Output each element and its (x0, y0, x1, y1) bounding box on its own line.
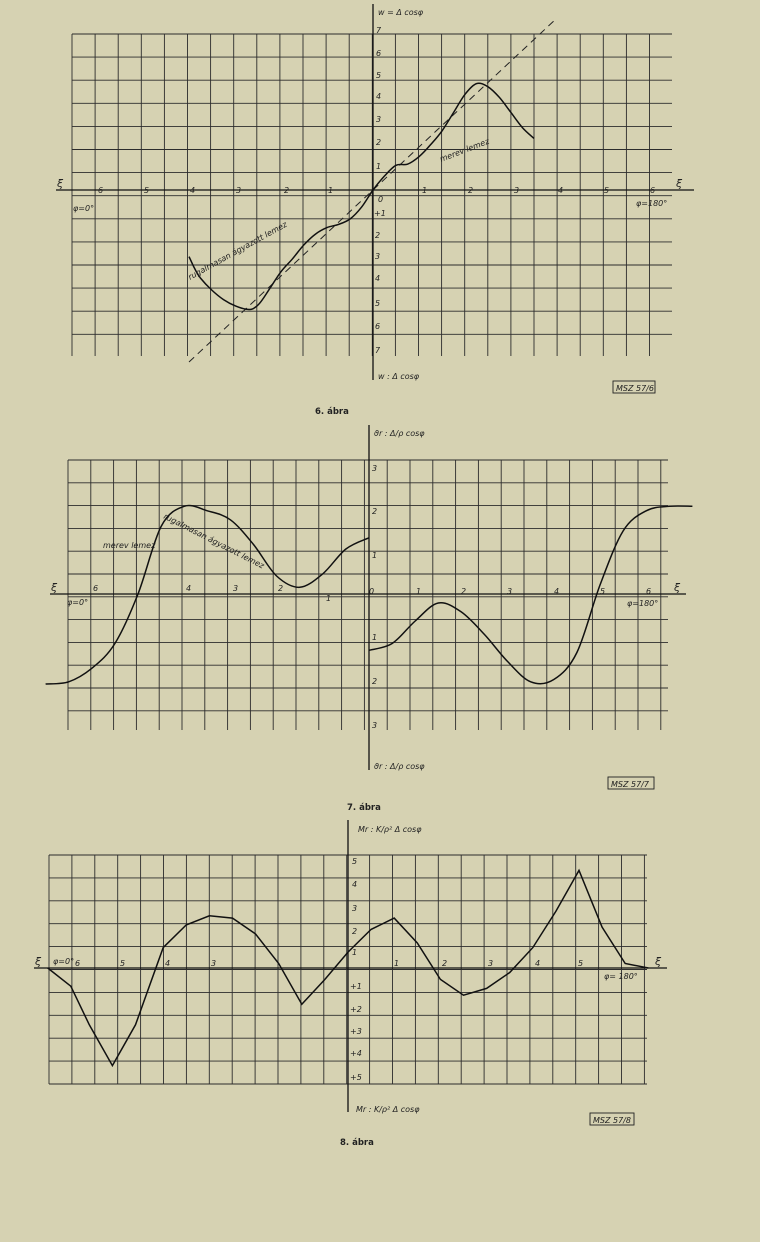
figure-6-y-tick: 2 (375, 231, 381, 240)
figure-8-y-bottom-label: Mr : K/ρ² Δ cosφ (356, 1105, 420, 1114)
figure-7-x-tick: 4 (554, 587, 560, 596)
figure-6-x-tick: 1 (422, 186, 428, 195)
figure-6-x-tick: 4 (190, 186, 196, 195)
figure-7-x-tick: 2 (278, 584, 284, 593)
figure-6-y-tick: 7 (375, 346, 381, 355)
figure-6-x-tick: 5 (604, 186, 610, 195)
figure-7-phi180-label: φ=180° (627, 599, 659, 608)
figure-7-y-tick: 3 (372, 721, 378, 730)
figure-7-x-tick: 3 (233, 584, 239, 593)
figure-6-x-tick: 2 (284, 186, 290, 195)
figure-8-y-tick: +3 (350, 1027, 362, 1036)
figure-8-y-tick: +5 (350, 1073, 362, 1082)
figure-7-x-tick: 0 (369, 587, 375, 596)
figure-7-x-tick: 1 (416, 587, 422, 596)
figure-6-x-tick: 3 (514, 186, 520, 195)
figure-8-x-tick: 3 (211, 959, 217, 968)
figure-6-curve-label-merev: merev lemez (438, 136, 491, 164)
figure-6-x-tick: 5 (144, 186, 150, 195)
figure-8-y-top-label: Mr : K/ρ² Δ cosφ (358, 825, 422, 834)
figure-7-y-tick: 2 (372, 677, 378, 686)
figure-6-curve-label-rugalmas: rugalmasan ágyazott lemez (186, 219, 289, 282)
figure-8-x-tick: 4 (165, 959, 171, 968)
figure-6-phi0-label: φ=0° (73, 204, 95, 213)
figure-6-y-tick: 4 (376, 92, 382, 101)
figure-8-phi0-label: φ=0° (53, 957, 75, 966)
figure-8-y-tick: +4 (350, 1049, 362, 1058)
figure-6-x-tick: 3 (236, 186, 242, 195)
figure-6-y-tick: 2 (376, 138, 382, 147)
figure-6-caption: 6. ábra (315, 407, 349, 417)
figure-8-x-tick: 3 (488, 959, 494, 968)
figure-7-x-tick: 3 (507, 587, 513, 596)
figure-8-y-tick: 2 (352, 927, 358, 936)
figure-7-curve-label-rugalmas: rugalmasan ágyazott lemez (162, 511, 266, 571)
figure-8-y-tick: 4 (352, 880, 358, 889)
figure-7-x-tick: 2 (461, 587, 467, 596)
figure-6-chart (56, 4, 694, 417)
figure-7-chart (46, 425, 693, 813)
figure-8-x-tick: 4 (535, 959, 541, 968)
figure-7-curve-label-merev: merev lemez (103, 541, 156, 550)
figure-7-x-tick: 1 (326, 594, 332, 603)
figure-8-caption: 8. ábra (340, 1138, 374, 1148)
figure-7-y-tick: 3 (372, 464, 378, 473)
figure-8-x-tick: 6 (75, 959, 81, 968)
figure-8-chart (34, 820, 667, 1148)
figure-6-xi-right: ξ (676, 177, 683, 190)
figure-7-grid (68, 460, 668, 730)
figure-7-reference: MSZ 57/7 (611, 780, 649, 789)
figure-6-y-tick: 5 (376, 71, 382, 80)
figure-6-y-tick: 3 (375, 252, 381, 261)
figure-8-y-tick: 3 (352, 904, 358, 913)
figure-7-x-tick: 4 (186, 584, 192, 593)
figure-6-y-tick: 5 (375, 299, 381, 308)
figure-8-x-tick: 2 (442, 959, 448, 968)
figure-8-x-tick: 5 (120, 959, 126, 968)
figure-8-reference: MSZ 57/8 (593, 1116, 631, 1125)
figure-6-x-tick: 1 (328, 186, 334, 195)
figure-6-y-tick: 7 (376, 26, 382, 35)
figure-8-phi180-label: φ= 180° (604, 972, 638, 981)
figure-6-y-bottom-label: w : Δ cosφ (378, 372, 420, 381)
figure-7-xi-left: ξ (51, 581, 58, 594)
figure-6-y-top-label: w = Δ cosφ (378, 8, 424, 17)
figure-6-grid (72, 34, 672, 356)
figure-7-x-tick: 5 (600, 587, 606, 596)
figure-6-y-tick: +1 (374, 209, 386, 218)
figure-8-xi-right: ξ (655, 955, 662, 968)
figure-7-x-tick: 6 (93, 584, 99, 593)
figure-8-x-tick: 5 (578, 959, 584, 968)
figure-6-y-tick: 6 (376, 49, 382, 58)
figure-8-y-tick: 5 (352, 857, 358, 866)
figure-6-x-tick: 6 (650, 186, 656, 195)
figure-6-reference: MSZ 57/6 (616, 384, 654, 393)
figure-6-y-tick: 4 (375, 274, 381, 283)
figure-6-y-tick: 3 (376, 115, 382, 124)
figure-7-phi0-label: φ=0° (67, 598, 89, 607)
figure-7-y-tick: 2 (372, 507, 378, 516)
figure-8-y-tick: 1 (352, 948, 358, 957)
figure-8-y-tick: +2 (350, 1005, 362, 1014)
figure-6-y-tick: 1 (376, 162, 382, 171)
figure-6-x-tick: 4 (558, 186, 564, 195)
figure-6-xi-left: ξ (57, 177, 64, 190)
figure-6-x-tick: 2 (468, 186, 474, 195)
figure-7-caption: 7. ábra (347, 803, 381, 813)
figure-6-origin-label: 0 (378, 195, 384, 204)
figure-6-x-tick: 6 (98, 186, 104, 195)
figure-7-y-bottom-label: ϑr : Δ/ρ cosφ (374, 762, 425, 771)
figure-7-y-tick: 1 (372, 551, 378, 560)
figure-7-y-top-label: ϑr : Δ/ρ cosφ (374, 429, 425, 438)
figure-7-x-tick: 6 (646, 587, 652, 596)
figure-8-x-tick: 1 (394, 959, 400, 968)
figure-7-xi-right: ξ (674, 581, 681, 594)
figure-7-y-tick: 1 (372, 633, 378, 642)
figure-6-y-tick: 6 (375, 322, 381, 331)
figure-6-rugalmas-curve (186, 83, 534, 309)
figure-6-phi180-label: φ=180° (636, 199, 668, 208)
figure-8-xi-left: ξ (35, 955, 42, 968)
figure-8-y-tick: +1 (350, 982, 362, 991)
